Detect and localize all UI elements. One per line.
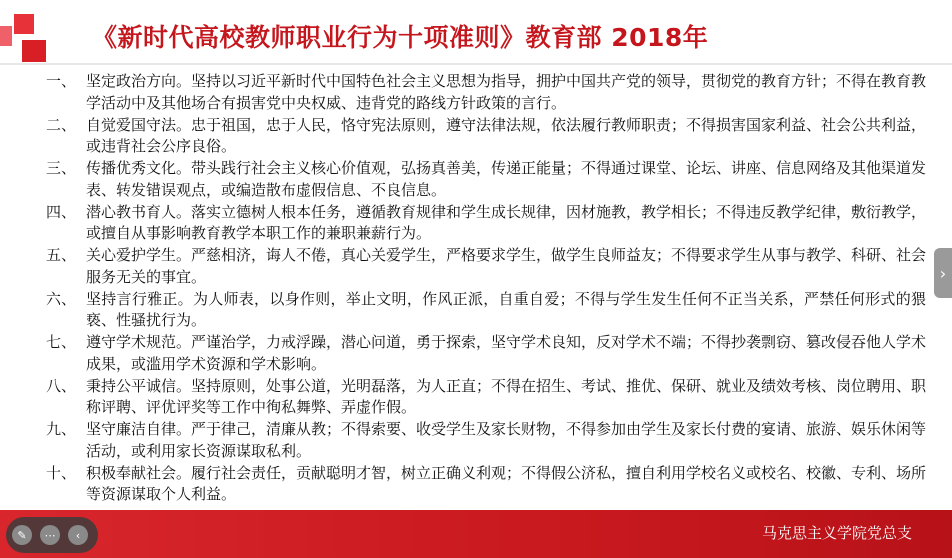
item-number: 八、 — [46, 376, 77, 395]
list-item — [46, 245, 926, 288]
footer-organization: 马克思主义学院党总支 — [761, 524, 912, 542]
title-divider — [0, 63, 952, 65]
item-text: 坚定政治方向。坚持以习近平新时代中国特色社会主义思想为指导，拥护中国共产党的领导，贯彻党的教育方针；不得在教育教学活动中及其他场合有损害党中央权威、违背党的路线方针政策的言行。 — [86, 72, 927, 112]
logo-square — [22, 40, 46, 62]
next-slide-button[interactable] — [934, 248, 952, 298]
item-text: 遵守学术规范。严谨治学，力戒浮躁，潜心问道，勇于探索，坚守学术良知，反对学术不端；不得抄袭剽窃、篡改侵吞他人学术成果，或滥用学术资源和学术影响。 — [86, 333, 927, 373]
list-item — [46, 71, 926, 114]
item-text: 秉持公平诚信。坚持原则，处事公道，光明磊落，为人正直；不得在招生、考试、推优、保研、就业及绩效考核、岗位聘用、职称评聘、评优评奖等工作中徇私舞弊、弄虚作假。 — [86, 376, 927, 416]
logo-square — [0, 26, 12, 46]
item-text: 传播优秀文化。带头践行社会主义核心价值观，弘扬真善美，传递正能量；不得通过课堂、论坛、讲座、信息网络及其他渠道发表、转发错误观点，或编造散布虚假信息、不良信息。 — [86, 159, 927, 199]
list-item — [46, 376, 926, 419]
list-item — [46, 115, 926, 158]
more-icon: ⋯ — [44, 528, 56, 542]
item-text: 关心爱护学生。严慈相济，诲人不倦，真心关爱学生，严格要求学生，做学生良师益友；不得要求学生从事与教学、科研、社会服务无关的事宜。 — [86, 246, 927, 286]
item-text: 潜心教书育人。落实立德树人根本任务，遵循教育规律和学生成长规律，因材施教，教学相长；不得违反教学纪律，敷衍教学，或擅自从事影响教育教学本职工作的兼职兼薪行为。 — [86, 202, 927, 242]
pen-icon: ✎ — [17, 528, 27, 542]
list-item — [46, 419, 926, 462]
item-number: 十、 — [46, 463, 77, 482]
item-text: 积极奉献社会。履行社会责任，贡献聪明才智，树立正确义利观；不得假公济私，擅自利用学校名义或校名、校徽、专利、场所等资源谋取个人利益。 — [86, 463, 927, 503]
item-text: 坚持言行雅正。为人师表，以身作则，举止文明，作风正派，自重自爱；不得与学生发生任何不正当关系，严禁任何形式的猥亵、性骚扰行为。 — [86, 289, 926, 329]
viewer-toolbar — [6, 517, 98, 553]
previous-slide-button[interactable] — [68, 525, 88, 545]
rules-list — [46, 71, 926, 506]
pen-tool-button[interactable] — [12, 525, 32, 545]
more-options-button[interactable] — [40, 525, 60, 545]
item-text: 坚守廉洁自律。严于律己，清廉从教；不得索要、收受学生及家长财物，不得参加由学生及家长付费的宴请、旅游、娱乐休闲等活动，或利用家长资源谋取私利。 — [86, 420, 927, 460]
chevron-left-icon: ‹ — [75, 528, 81, 542]
item-number: 九、 — [46, 420, 77, 438]
slide-title: 《新时代高校教师职业行为十项准则》教育部 2018年 — [92, 23, 709, 52]
item-number: 六、 — [46, 289, 77, 308]
list-item — [46, 158, 926, 201]
list-item — [46, 463, 926, 506]
item-text: 自觉爱国守法。忠于祖国，忠于人民，恪守宪法原则，遵守法律法规，依法履行教师职责；不得损害国家利益、社会公共利益，或违背社会公序良俗。 — [86, 115, 927, 155]
list-item — [46, 202, 926, 245]
chevron-right-icon: › — [939, 263, 947, 283]
logo-square — [14, 14, 34, 34]
item-number: 四、 — [46, 202, 77, 221]
item-number: 五、 — [46, 246, 77, 264]
item-number: 二、 — [46, 115, 77, 134]
list-item — [46, 332, 926, 375]
item-number: 七、 — [46, 333, 77, 351]
item-number: 三、 — [46, 159, 77, 177]
item-number: 一、 — [46, 72, 77, 90]
list-item — [46, 289, 926, 332]
